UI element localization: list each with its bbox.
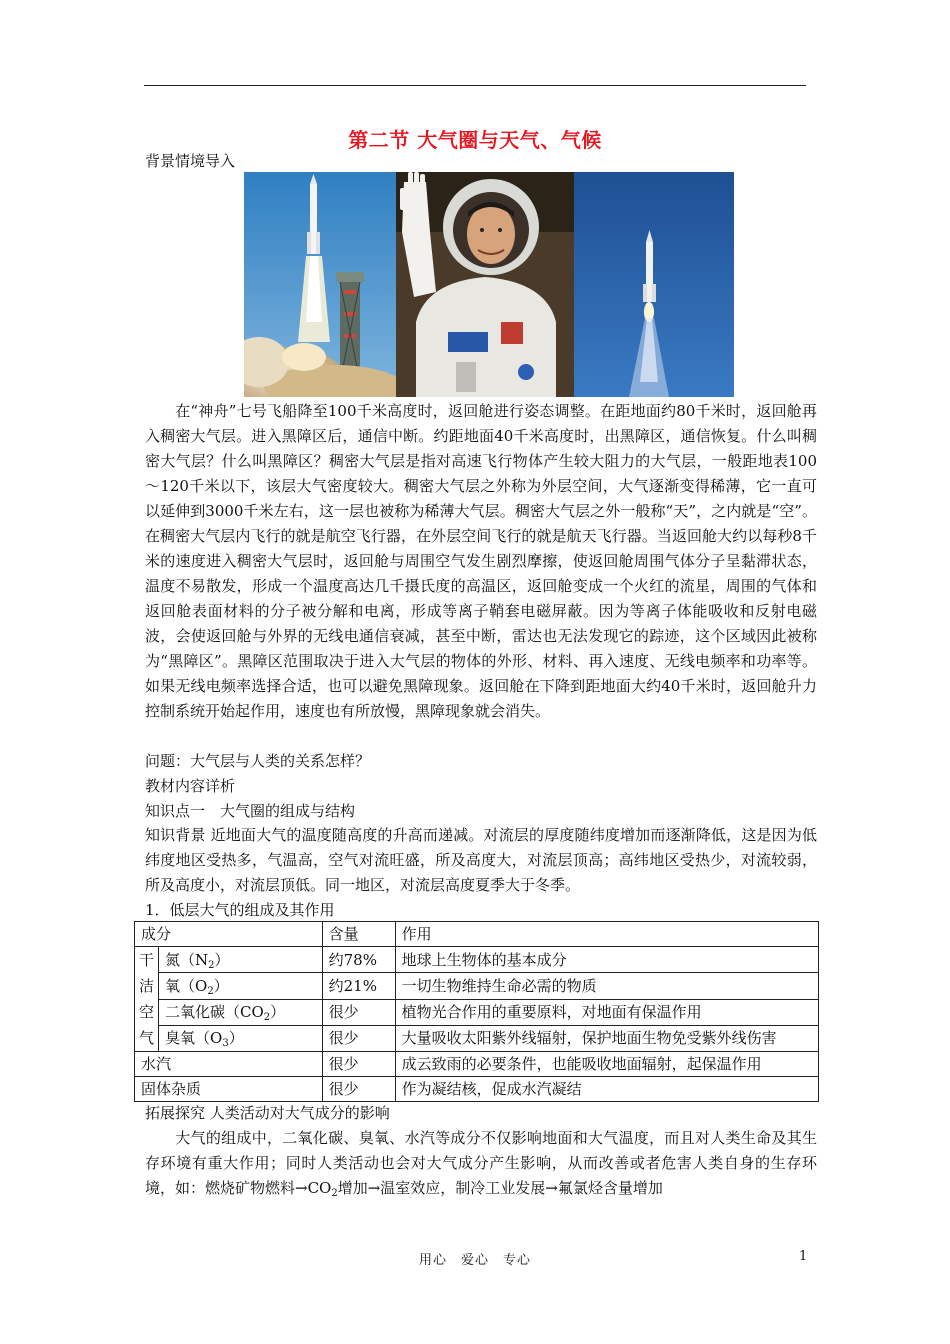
dry-air-char: 空	[139, 1003, 155, 1021]
subscript: 2	[208, 959, 215, 971]
component-name: 臭氧（O	[165, 1029, 223, 1048]
table-header-row	[135, 922, 819, 947]
extension-paragraph	[145, 1126, 817, 1201]
table-row	[135, 999, 819, 1025]
component-cell: 固体杂质	[135, 1077, 323, 1102]
paren-close: ）	[270, 1003, 286, 1022]
table-row	[135, 947, 819, 973]
component-cell	[159, 999, 323, 1025]
component-name: 二氧化碳（CO	[165, 1003, 264, 1022]
header-role: 作用	[395, 922, 818, 947]
component-cell	[159, 947, 323, 973]
rocket-in-sky-photo	[574, 172, 734, 397]
amount-cell: 很少	[322, 1025, 395, 1051]
paren-close: ）	[213, 976, 229, 995]
table-row	[135, 1025, 819, 1051]
paren-close: ）	[214, 950, 230, 969]
component-name: 氮（N	[165, 950, 209, 969]
intro-paragraph	[145, 399, 817, 724]
section-lines	[145, 749, 817, 824]
atmosphere-composition-table	[134, 921, 819, 1102]
role-cell: 作为凝结核，促成水汽凝结	[395, 1077, 818, 1102]
subscript: 3	[222, 1038, 229, 1050]
dry-air-label	[135, 947, 159, 1052]
amount-cell: 很少	[322, 999, 395, 1025]
component-cell: 水汽	[135, 1052, 323, 1077]
amount-cell: 很少	[322, 1052, 395, 1077]
astronaut-waving-photo	[396, 172, 574, 397]
extension-text-a: 大气的组成中，二氧化碳、臭氧、水汽等成分不仅影响地面和大气温度，而且对人类生命及其生存环境有重大作用；同时人类活动也会对大气成分产生影响，从而改善或者危害人类自身的生存环境，如：燃烧矿物燃料→CO	[145, 1129, 817, 1197]
intro-paragraph-text: 在“神舟”七号飞船降至100千米高度时，返回舱进行姿态调整。在距地面约80千米时，返回舱再入稠密大气层。进入黑障区后，通信中断。约距地面40千米高度时，出黑障区，通信恢复。什么叫稠密大气层？什么叫黑障区？稠密大气层是指对高速飞行物体产生较大阻力的大气层，一般距地表100～120千米以下，该层大气密度较大。稠密大气层之外称为外层空间，大气逐渐变得稀薄，它一直可以延伸到3000千米左右，这一层也被称为稀薄大气层。稠密大气层之外一般称“天”，之内就是“空”。在稠密大气层内飞行的就是航空飞行器，在外层空间飞行的就是航天飞行器。当返回舱大约以每秒8千米的速度进入稠密大气层时，返回舱与周围空气发生剧烈摩擦，使返回舱周围气体分子呈黏滞状态，温度不易散发，形成一个温度高达几千摄氏度的高温区，返回舱变成一个火红的流星，周围的气体和返回舱表面材料的分子被分解和电离，形成等离子鞘套电磁屏蔽。因为等离子体能吸收和反射电磁波，会使返回舱与外界的无线电通信衰减，甚至中断，雷达也无法发现它的踪迹，这个区域因此被称为“黑障区”。黑障区范围取决于进入大气层的物体的外形、材料、再入速度、无线电频率和功率等。如果无线电频率选择合适，也可以避免黑障现象。返回舱在下降到距地面大约40千米时，返回舱升力控制系统开始起作用，速度也有所放慢，黑障现象就会消失。	[145, 402, 817, 720]
subscript: 2	[207, 985, 214, 997]
dry-air-char: 干	[139, 951, 155, 969]
knowledge-background-paragraph: 知识背景 近地面大气的温度随高度的升高而递减。对流层的厚度随纬度增加而逐渐降低，这是因为低纬度地区受热多，气温高，空气对流旺盛，所及高度大，对流层顶高；高纬地区受热少，对流较弱，所及高度小，对流层顶低。同一地区，对流层高度夏季大于冬季。	[145, 826, 817, 894]
dry-air-char: 洁	[139, 977, 155, 995]
table-row	[135, 973, 819, 999]
table-row	[135, 1052, 819, 1077]
role-cell: 植物光合作用的重要原料，对地面有保温作用	[395, 999, 818, 1025]
component-cell	[159, 1025, 323, 1051]
amount-cell: 约78%	[322, 947, 395, 973]
photo-strip	[244, 172, 734, 397]
rocket-launch-tower-photo	[244, 172, 396, 397]
amount-cell: 很少	[322, 1077, 395, 1102]
role-cell: 地球上生物体的基本成分	[395, 947, 818, 973]
intro-label: 背景情境导入	[145, 152, 236, 170]
knowledge-point-heading: 知识点一 大气圈的组成与结构	[145, 802, 356, 820]
amount-cell: 约21%	[322, 973, 395, 999]
role-cell: 成云致雨的必要条件，也能吸收地面辐射，起保温作用	[395, 1052, 818, 1077]
component-name: 氧（O	[165, 976, 208, 995]
header-rule	[144, 85, 806, 86]
dry-air-char: 气	[139, 1029, 155, 1047]
extension-text-b: 增加→温室效应，制冷工业发展→氟氯烃含量增加	[337, 1179, 663, 1197]
paren-close: ）	[228, 1029, 244, 1048]
subscript: 2	[263, 1012, 271, 1024]
header-amount: 含量	[322, 922, 395, 947]
table-heading: 1．低层大气的组成及其作用	[145, 901, 335, 919]
page-number: 1	[799, 1249, 808, 1264]
role-cell: 大量吸收太阳紫外线辐射，保护地面生物免受紫外线伤害	[395, 1025, 818, 1051]
subscript: 2	[331, 1188, 338, 1199]
question-line: 问题：大气层与人类的关系怎样？	[145, 752, 371, 770]
page-title: 第二节 大气圈与天气、气候	[348, 128, 602, 152]
table-row	[135, 1077, 819, 1102]
extension-heading: 拓展探究 人类活动对大气成分的影响	[145, 1104, 390, 1122]
component-cell	[159, 973, 323, 999]
section-label: 教材内容详析	[145, 777, 236, 795]
header-component: 成分	[135, 922, 323, 947]
page-footer: 用心 爱心 专心	[418, 1253, 531, 1268]
role-cell: 一切生物维持生命必需的物质	[395, 973, 818, 999]
